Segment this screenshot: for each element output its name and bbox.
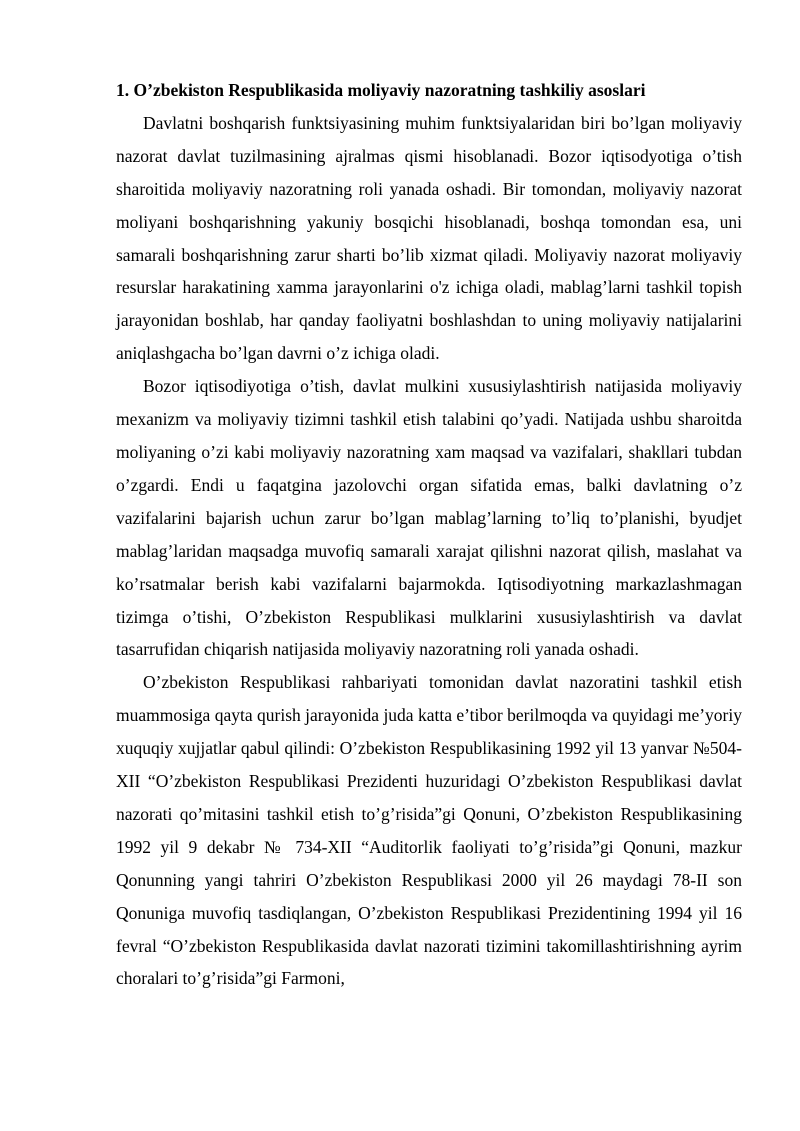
document-page [116, 74, 742, 995]
section-heading: 1. O’zbekiston Respublikasida moliyaviy nazoratning tashkiliy asoslari [116, 80, 646, 100]
paragraph-3: O’zbekiston Respublikasi rahbariyati tomonidan davlat nazoratini tashkil etish muammosiga qayta qurish jarayonida juda katta e’tibor berilmoqda va quyidagi me’yoriy xuquqiy xujjatlar qabul qilindi: O’zbekiston Respublikasining 1992 yil 13 yanvar №504-XII “O’zbekiston Respublikasi Prezidenti huzuridagi O’zbekiston Respublikasi davlat nazorati qo’mitasini tashkil etish to’g’risida”gi Qonuni, O’zbekiston Respublikasining 1992 yil 9 dekabr № 734-XII “Auditorlik faoliyati to’g’risida”gi Qonuni, mazkur Qonunning yangi tahriri O’zbekiston Respublikasi 2000 yil 26 maydagi 78-II son Qonuniga muvofiq tasdiqlangan, O’zbekiston Respublikasi Prezidentining 1994 yil 16 fevral “O’zbekiston Respublikasida davlat nazorati tizimini takomillashtirishning ayrim choralari to’g’risida”gi Farmoni, [116, 672, 742, 989]
paragraph-1: Davlatni boshqarish funktsiyasining muhim funktsiyalaridan biri bo’lgan moliyaviy nazorat davlat tuzilmasining ajralmas qismi hisoblanadi. Bozor iqtisodyotiga o’tish sharoitida moliyaviy nazoratning roli yanada oshadi. Bir tomondan, moliyaviy nazorat moliyani boshqarishning yakuniy bosqichi hisoblanadi, boshqa tomondan esa, uni samarali boshqarishning zarur sharti bo’lib xizmat qiladi. Moliyaviy nazorat moliyaviy resurslar harakatining xamma jarayonlarini o'z ichiga oladi, mablag’larni tashkil topish jarayonidan boshlab, har qanday faoliyatni boshlashdan to uning moliyaviy natijalarini aniqlashgacha bo’lgan davrni o’z ichiga oladi. [116, 112, 742, 364]
paragraph-2: Bozor iqtisodiyotiga o’tish, davlat mulkini xususiylashtirish natijasida moliyaviy mexanizm va moliyaviy tizimni tashkil etish talabini qo’yadi. Natijada ushbu sharoitda moliyaning o’zi kabi moliyaviy nazoratning xam maqsad va vazifalari, shakllari tubdan o’zgardi. Endi u faqatgina jazolovchi organ sifatida emas, balki davlatning o’z vazifalarini bajarish uchun zarur bo’lgan mablag’larning to’liq to’planishi, byudjet mablag’laridan maqsadga muvofiq samarali xarajat qilishni nazorat qilish, maslahat va ko’rsatmalar berish kabi vazifalarni bajarmokda. Iqtisodiyotning markazlashmagan tizimga o’tishi, O’zbekiston Respublikasi mulklarini xususiylashtirish va davlat tasarrufidan chiqarish natijasida moliyaviy nazoratning roli yanada oshadi. [116, 376, 742, 660]
